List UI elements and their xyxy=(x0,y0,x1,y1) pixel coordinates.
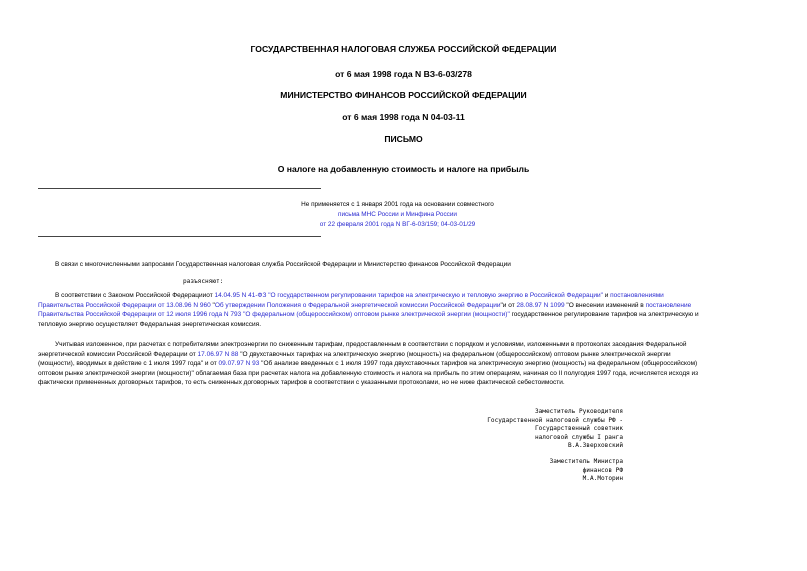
text-line: оптовом рынке электрической энергии (мощности)" облагаемая база при расчетах налога на добавленную стоимость и налога на прибыль по этим операциям, начиная со II полугодия 1997 года, исчисляется исходя из xyxy=(38,369,699,377)
bottom-divider xyxy=(38,236,321,237)
cancellation-letter-link[interactable]: письма МНС России и Минфина России xyxy=(338,211,457,218)
signatory-name: М.А.Моторин xyxy=(582,475,623,483)
resolution-793-link[interactable]: Правительства Российской Федерации от 12 июля 1996 года N 793 "О федеральном (общероссийском) оптовом рынке электрической энергии (мощности)" xyxy=(38,311,510,319)
text-fragment: "и от xyxy=(500,301,517,309)
resolution-1099-link[interactable]: 28.08.97 N 1099 xyxy=(516,301,565,309)
text-fragment: "Об анализе введенных с 1 июля 1997 года двухставочных тарифов на электрическую энергию (мощность) на федеральном (общероссийском) xyxy=(259,360,698,368)
resolution-960-link[interactable]: Правительства Российской Федерации от 13.08.96 N 960 xyxy=(38,301,211,309)
text-fragment: и xyxy=(602,292,611,299)
co-issuer-document-date: от 6 мая 1998 года N 04-03-11 xyxy=(342,112,465,122)
text-fragment: "О двухставочных тарифах на электрическую энергию (мощность) на федеральном (общероссийском) оптовом рынке электрической энергии xyxy=(238,350,671,358)
signatory-position: Заместитель Руководителя xyxy=(534,408,623,415)
protocol-93-link[interactable]: 09.07.97 N 93 xyxy=(218,360,260,368)
signature-block-finance-ministry xyxy=(470,458,623,484)
text-fragment: энергетической комиссии Российской Федерации от xyxy=(38,350,198,358)
signatory-name: В.А.Зверховский xyxy=(567,442,623,450)
text-line: тепловую энергию осуществляет Федеральная энергетическая комиссия. xyxy=(38,320,262,328)
law-41-fz-link[interactable]: 14.04.95 N 41-ФЗ "О государственном регулировании тарифов на электрическую и тепловую энергию в Российской Федерации" xyxy=(214,292,603,299)
signature-block-tax-service xyxy=(470,408,623,451)
resolutions-link[interactable]: постановлениями xyxy=(610,292,664,299)
text-fragment: государственное регулирование тарифов на электрическую и xyxy=(509,311,699,319)
paragraph-tariff-regulation xyxy=(38,291,771,329)
signatory-position: Заместитель Министра xyxy=(549,458,623,465)
signatory-position: финансов РФ xyxy=(582,466,623,474)
co-issuer-agency-title: МИНИСТЕРСТВО ФИНАНСОВ РОССИЙСКОЙ ФЕДЕРАЦИИ xyxy=(280,90,527,100)
resolution-link[interactable]: постановление xyxy=(645,301,692,309)
text-fragment: " xyxy=(210,301,215,309)
protocol-88-link[interactable]: 17.06.97 N 88 xyxy=(197,350,239,358)
top-divider xyxy=(38,188,321,189)
signatory-rank: налоговой службы I ранга xyxy=(534,433,623,441)
signatory-rank: Государственный советник xyxy=(534,425,623,433)
text-line: Учитывая изложенное, при расчетах с потребителями электроэнергии по сниженным тарифам, предоставленным в соответствии с порядком и условиями, изложенными в протоколах заседания Федеральной xyxy=(55,341,687,348)
text-line: фактически примененных договорных тарифов, то есть сниженных договорных тарифов в соответствии с указанными протоколами, но не ниже фактической себестоимости. xyxy=(38,379,565,387)
status-note xyxy=(250,200,545,230)
cancellation-letter-date-link[interactable]: от 22 февраля 2001 года N ВГ-6-03/159; 04-03-01/29 xyxy=(319,221,476,228)
issuer-agency-title: ГОСУДАРСТВЕННАЯ НАЛОГОВАЯ СЛУЖБА РОССИЙСКОЙ ФЕДЕРАЦИИ xyxy=(250,44,557,54)
issuer-document-date: от 6 мая 1998 года N ВЗ-6-03/278 xyxy=(335,69,472,79)
document-subject: О налоге на добавленную стоимость и налоге на прибыль xyxy=(277,164,530,174)
fec-regulation-link[interactable]: Об утверждении Положения о Федеральной энергетической комиссии Российской Федерации xyxy=(214,301,501,309)
intro-paragraph xyxy=(38,260,788,270)
text-fragment: В соответствии с Законом Российской Федерацииот xyxy=(55,292,215,299)
status-note-text: Не применяется с 1 января 2001 года на основании совместного xyxy=(301,201,494,208)
explains-label: разъясняют: xyxy=(183,278,224,285)
text-fragment: "О внесении изменений в xyxy=(564,301,646,309)
text-fragment: (мощности), вводимых в действие с 1 июля 1997 года" и от xyxy=(38,360,219,368)
signatory-position: Государственной налоговой службы РФ - xyxy=(487,416,623,424)
intro-text: В связи с многочисленными запросами Государственная налоговая служба Российской Федерации и Министерство финансов Российской Федерации xyxy=(55,261,511,268)
paragraph-tax-base xyxy=(38,340,771,388)
document-type: ПИСЬМО xyxy=(384,134,423,144)
